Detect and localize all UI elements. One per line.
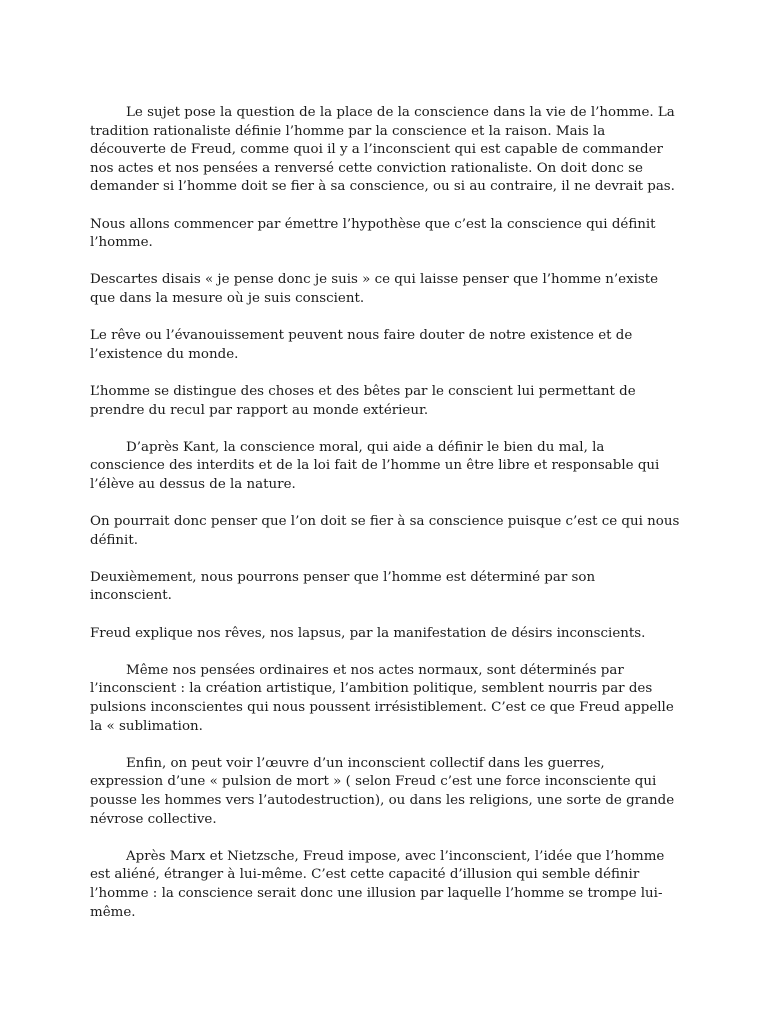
paragraph-8: Deuxièmement, nous pourrons penser que l’homme est déterminé par son inconscient. (90, 569, 596, 604)
document-page (90, 104, 680, 941)
paragraph-3: Descartes disais « je pense donc je suis » ce qui laisse penser que l’homme n’existe que dans la mesure où je suis conscient. (90, 272, 659, 306)
paragraph-9: Freud explique nos rêves, nos lapsus, par la manifestation de désirs inconscients. (90, 625, 646, 641)
paragraph-4: Le rêve ou l’évanouissement peuvent nous faire douter de notre existence et de l’existence du monde. (90, 328, 633, 362)
paragraph-10: Même nos pensées ordinaires et nos actes normaux, sont déterminés par l’inconscient : la création artistique, l’ambition politique, semblent nourris par des pulsions inconscientes qui nous poussent irrésistiblement. C’est ce que Freud appelle la « sublimation. (90, 662, 674, 734)
paragraph-7: On pourrait donc penser que l’on doit se fier à sa conscience puisque c’est ce qui nous définit. (90, 514, 680, 548)
paragraph-1: Le sujet pose la question de la place de la conscience dans la vie de l’homme. La tradition rationaliste définie l’homme par la conscience et la raison. Mais la découverte de Freud, comme quoi il y a l’inconscient qui est capable de commander nos actes et nos pensées a renversé cette conviction rationaliste. On doit donc se demander si l’homme doit se fier à sa conscience, ou si au contraire, il ne devrait pas. (90, 105, 675, 195)
paragraph-6: D’après Kant, la conscience moral, qui aide a définir le bien du mal, la conscience des interdits et de la loi fait de l’homme un être libre et responsable qui l’élève au dessus de la nature. (90, 439, 660, 492)
paragraph-11: Enfin, on peut voir l’œuvre d’un inconscient collectif dans les guerres, expression d’une « pulsion de mort » ( selon Freud c’est une force inconsciente qui pousse les hommes vers l’autodestruction), ou dans les religions, une sorte de grande névrose collective. (90, 755, 675, 827)
paragraph-2: Nous allons commencer par émettre l’hypothèse que c’est la conscience qui définit l’homme. (90, 216, 656, 251)
paragraph-12: Après Marx et Nietzsche, Freud impose, avec l’inconscient, l’idée que l’homme est aliéné, étranger à lui-même. C’est cette capacité d’illusion qui semble définir l’homme : la conscience serait donc une illusion par laquelle l’homme se trompe lui-même. (90, 848, 665, 920)
paragraph-5: L’homme se distingue des choses et des bêtes par le conscient lui permettant de prendre du recul par rapport au monde extérieur. (90, 383, 636, 418)
